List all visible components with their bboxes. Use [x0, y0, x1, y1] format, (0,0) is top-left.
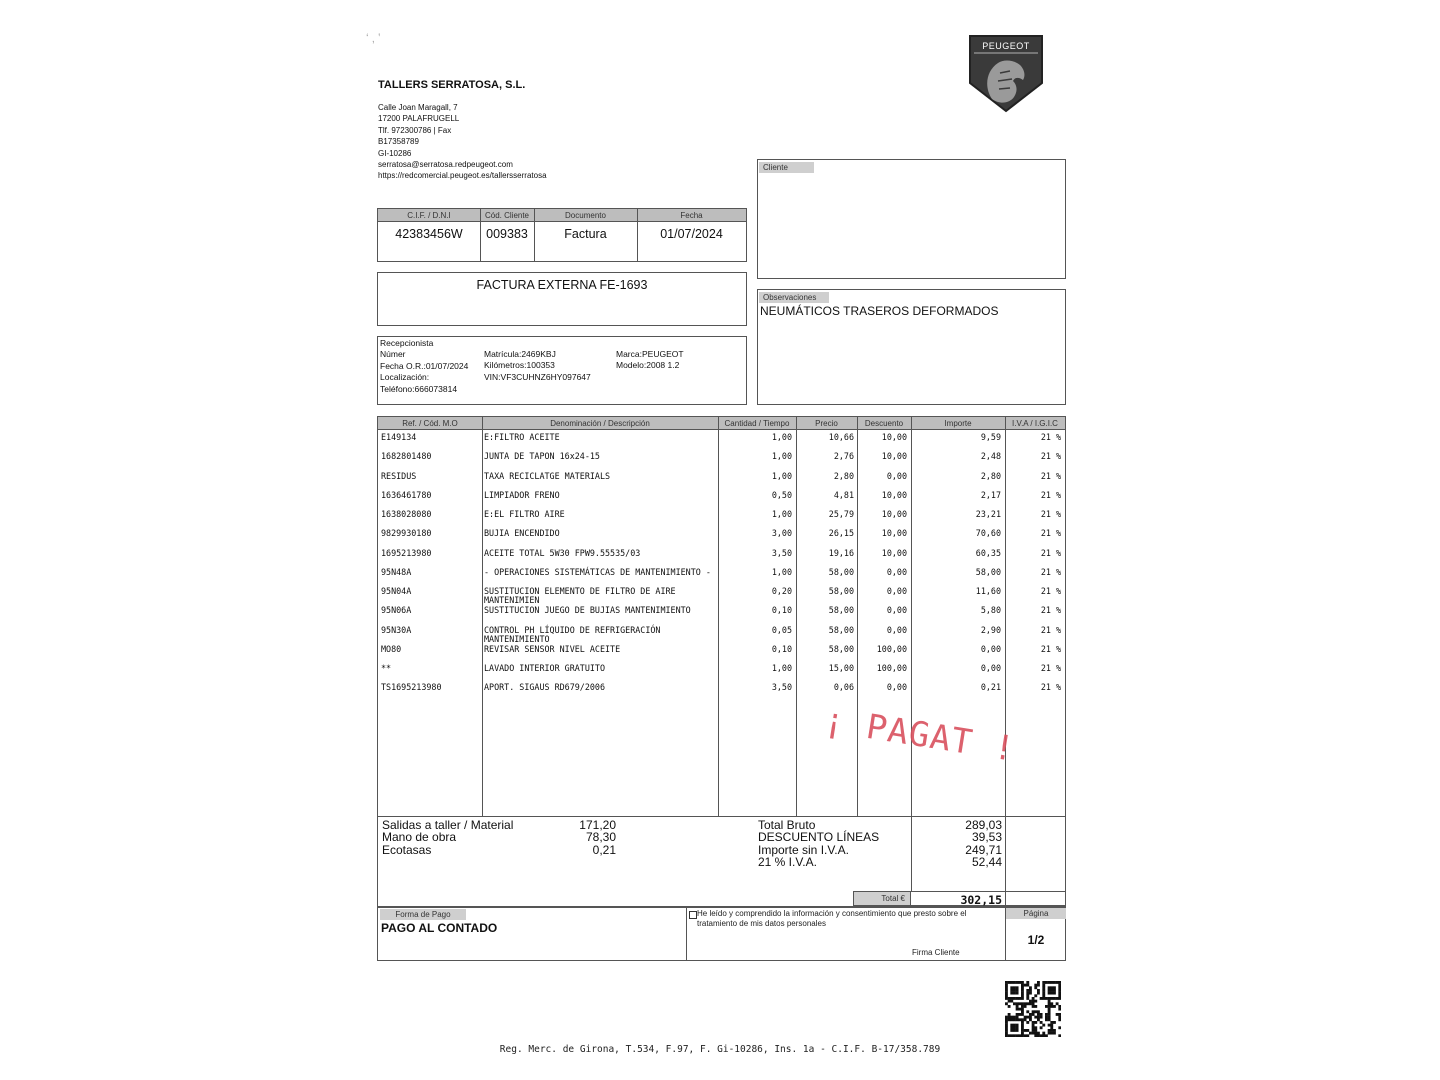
- summary-label: Salidas a taller / Material: [382, 818, 514, 832]
- address-line: GI-10286: [378, 148, 412, 158]
- cell-ref: **: [381, 663, 392, 673]
- cell-ref: E149134: [381, 432, 417, 442]
- peugeot-logo: [966, 33, 1046, 113]
- cell-vat: 21 %: [1040, 432, 1061, 442]
- summary-label: Total Bruto: [758, 818, 816, 832]
- cell-amount: 11,60: [975, 586, 1001, 596]
- cell-amount: 60,35: [975, 547, 1001, 558]
- summary-value: 249,71: [965, 842, 1002, 857]
- cell-price: 19,16: [828, 547, 854, 558]
- logo-text: PEUGEOT: [982, 41, 1030, 51]
- table-row: [378, 625, 1066, 644]
- cell-description-continued: MANTENIMIEN: [484, 595, 540, 605]
- cell-description: CONTROL PH LÍQUIDO DE REFRIGERACIÓN: [484, 624, 661, 635]
- table-row: [378, 451, 1066, 470]
- vehicle-field: Marca:PEUGEOT: [616, 349, 684, 359]
- cell-discount: 100,00: [876, 663, 907, 673]
- cell-ref: 9829930180: [381, 528, 432, 539]
- col-header-ref: Ref. / Cód. M.O: [402, 419, 458, 428]
- company-address: [378, 102, 547, 182]
- summary-label: Importe sin I.V.A.: [758, 842, 849, 857]
- cell-ref: TS1695213980: [381, 682, 442, 693]
- vehicle-field: Númer: [380, 349, 406, 360]
- summary-value: 39,53: [971, 830, 1002, 845]
- cell-ref: 95N48A: [381, 566, 412, 577]
- summary-value: 52,44: [971, 855, 1002, 870]
- cell-description: LIMPIADOR FRENO: [484, 489, 560, 500]
- cell-amount: 2,48: [980, 451, 1001, 462]
- total-value-cell: [911, 891, 1065, 906]
- cell-quantity: 0,20: [771, 586, 792, 596]
- cell-price: 0,06: [833, 682, 854, 693]
- cell-discount: 0,00: [886, 624, 907, 635]
- cell-price: 10,66: [828, 432, 854, 442]
- cell-quantity: 1,00: [771, 451, 792, 462]
- cell-description: E:FILTRO ACEITE: [484, 432, 560, 442]
- cell-description: JUNTA DE TAPON 16x24-15: [484, 451, 600, 462]
- total-label-cell: [853, 891, 911, 906]
- table-row: [378, 548, 1066, 567]
- cell-amount: 0,00: [980, 663, 1001, 673]
- cell-description-continued: MANTENIMIENTO: [484, 633, 550, 644]
- client-label: Cliente: [759, 162, 814, 173]
- col-header-amount: Importe: [944, 419, 972, 428]
- summary-left-values: [558, 819, 616, 856]
- vehicle-field: Recepcionista: [380, 338, 434, 348]
- table-row: [378, 644, 1066, 663]
- cell-description: TAXA RECICLATGE MATERIALS: [484, 470, 611, 481]
- cell-discount: 10,00: [881, 547, 907, 558]
- vehicle-col-3: [616, 349, 684, 372]
- col-header-discount: Descuento: [864, 419, 904, 428]
- cell-amount: 2,80: [980, 470, 1001, 481]
- cell-ref: MO80: [381, 643, 402, 654]
- summary-value: 0,21: [592, 842, 616, 857]
- cell-description: - OPERACIONES SISTEMÁTICAS DE MANTENIMIENTO -: [484, 566, 711, 577]
- address-line: 17200 PALAFRUGELL: [378, 114, 460, 124]
- cell-quantity: 0,05: [771, 624, 792, 635]
- lines-body: [378, 431, 1066, 721]
- cell-vat: 21 %: [1040, 528, 1061, 539]
- meta-header-date: Fecha: [680, 211, 703, 220]
- cell-description: SUSTITUCION ELEMENTO DE FILTRO DE AIRE: [484, 586, 676, 596]
- total-value: 302,15: [960, 893, 1002, 907]
- cell-quantity: 0,10: [771, 643, 792, 654]
- cell-discount: 0,00: [886, 605, 907, 616]
- cell-quantity: 1,00: [771, 663, 792, 673]
- qr-code: [1005, 981, 1061, 1037]
- cell-vat: 21 %: [1040, 586, 1061, 596]
- cell-description: REVISAR SENSOR NIVEL ACEITE: [484, 643, 621, 654]
- table-row: [378, 509, 1066, 528]
- table-row: [378, 663, 1066, 682]
- cell-quantity: 3,50: [771, 547, 792, 558]
- cell-discount: 0,00: [886, 566, 907, 577]
- cell-price: 58,00: [828, 605, 854, 616]
- client-box: [757, 159, 1066, 279]
- vehicle-field: Matrícula:2469KBJ: [484, 349, 556, 359]
- cell-amount: 0,00: [980, 643, 1001, 654]
- payment-label: Forma de Pago: [380, 909, 466, 920]
- cell-vat: 21 %: [1040, 663, 1061, 673]
- cell-discount: 10,00: [881, 451, 907, 462]
- observations-box: [757, 289, 1066, 405]
- cell-quantity: 3,50: [771, 682, 792, 693]
- cell-vat: 21 %: [1040, 682, 1061, 693]
- invoice-title-box: [377, 272, 747, 326]
- payment-value: PAGO AL CONTADO: [381, 921, 498, 935]
- cell-quantity: 1,00: [771, 432, 792, 442]
- col-header-quantity: Cantidad / Tiempo: [724, 419, 790, 428]
- cell-amount: 2,90: [980, 624, 1001, 635]
- cell-price: 2,80: [833, 470, 854, 481]
- vehicle-field: Modelo:2008 1.2: [616, 360, 680, 371]
- cell-vat: 21 %: [1040, 566, 1061, 577]
- address-line: serratosa@serratosa.redpeugeot.com: [378, 160, 513, 170]
- cell-discount: 0,00: [886, 586, 907, 596]
- cell-vat: 21 %: [1040, 470, 1061, 481]
- cell-amount: 23,21: [975, 509, 1001, 519]
- cell-ref: 1638028080: [381, 509, 432, 519]
- cell-description: BUJIA ENCENDIDO: [484, 528, 560, 539]
- vehicle-field: Teléfono:666073814: [380, 383, 458, 394]
- cell-vat: 21 %: [1040, 624, 1061, 635]
- table-row: [378, 605, 1066, 624]
- cell-amount: 2,17: [980, 489, 1001, 500]
- cell-quantity: 0,10: [771, 605, 792, 616]
- cell-quantity: 3,00: [771, 528, 792, 539]
- summary-label: DESCUENTO LÍNEAS: [758, 830, 880, 845]
- page-value: 1/2: [1027, 933, 1045, 947]
- vehicle-field: Fecha O.R.:01/07/2024: [380, 360, 469, 371]
- page-label: Página: [1006, 908, 1066, 919]
- cell-price: 25,79: [828, 509, 854, 519]
- cell-amount: 58,00: [975, 566, 1001, 577]
- summary-label: Ecotasas: [382, 842, 432, 857]
- cell-price: 4,81: [833, 489, 854, 500]
- summary-value: 289,03: [965, 818, 1002, 832]
- payment-row: [377, 906, 1066, 961]
- cell-discount: 10,00: [881, 528, 907, 539]
- cell-quantity: 1,00: [771, 566, 792, 577]
- cell-discount: 10,00: [881, 432, 907, 442]
- summary-right-values: [918, 819, 1002, 869]
- col-header-price: Precio: [815, 419, 838, 428]
- cell-ref: 1682801480: [381, 451, 432, 462]
- vehicle-field: Kilómetros:100353: [484, 360, 555, 371]
- cell-description: ACEITE TOTAL 5W30 FPW9.55535/03: [484, 547, 641, 558]
- vehicle-col-2: [484, 349, 591, 383]
- cell-vat: 21 %: [1040, 605, 1061, 616]
- table-row: [378, 682, 1066, 701]
- cell-quantity: 0,50: [771, 489, 792, 500]
- summary-value: 171,20: [579, 818, 616, 832]
- cell-amount: 0,21: [980, 682, 1001, 693]
- cell-description: APORT. SIGAUS RD679/2006: [484, 682, 606, 693]
- cell-ref: 1636461780: [381, 489, 432, 500]
- meta-value-client-code: 009383: [486, 227, 528, 241]
- observations-text: NEUMÁTICOS TRASEROS DEFORMADOS: [760, 304, 999, 318]
- cell-description: LAVADO INTERIOR GRATUITO: [484, 663, 606, 673]
- cell-ref: 95N04A: [381, 586, 412, 596]
- summary-value: 78,30: [585, 830, 616, 845]
- meta-header-cif: C.I.F. / D.N.I: [407, 211, 451, 220]
- address-line: Calle Joan Maragall, 7: [378, 103, 458, 112]
- col-header-description: Denominación / Descripción: [550, 419, 650, 428]
- cell-vat: 21 %: [1040, 451, 1061, 462]
- cell-discount: 0,00: [886, 682, 907, 693]
- paid-stamp: ¡ PAGAT !: [821, 700, 1019, 770]
- cell-ref: 1695213980: [381, 547, 432, 558]
- cell-discount: 10,00: [881, 509, 907, 519]
- table-row: [378, 490, 1066, 509]
- summary-label: 21 % I.V.A.: [758, 855, 817, 870]
- cell-price: 2,76: [833, 451, 854, 462]
- vehicle-col-1: [380, 338, 468, 395]
- address-line: https://redcomercial.peugeot.es/tallersserratosa: [378, 171, 547, 181]
- summary-right-labels: [758, 819, 879, 869]
- table-row: [378, 432, 1066, 451]
- meta-value-date: 01/07/2024: [660, 227, 723, 241]
- meta-value-document: Factura: [564, 227, 607, 241]
- cell-discount: 100,00: [876, 643, 907, 654]
- footer-registration: Reg. Merc. de Girona, T.534, F.97, F. Gi-10286, Ins. 1a - C.I.F. B-17/358.789: [499, 1044, 941, 1055]
- cell-description: E:EL FILTRO AIRE: [484, 509, 565, 519]
- meta-table: [377, 208, 747, 262]
- meta-header-document: Documento: [565, 211, 606, 220]
- table-row: [378, 528, 1066, 547]
- scan-mark: ‘ ‚ ‛: [366, 31, 381, 45]
- cell-price: 58,00: [828, 566, 854, 577]
- consent-checkbox[interactable]: [689, 911, 697, 919]
- total-label: Total €: [881, 894, 905, 903]
- cell-amount: 5,80: [980, 605, 1001, 616]
- table-row: [378, 567, 1066, 586]
- cell-description: SUSTITUCION JUEGO DE BUJIAS MANTENIMIENTO: [484, 605, 691, 616]
- cell-ref: 95N30A: [381, 624, 412, 635]
- meta-header-client-code: Cód. Cliente: [484, 211, 530, 220]
- col-header-vat: I.V.A / I.G.I.C: [1012, 419, 1058, 428]
- table-row: [378, 471, 1066, 490]
- cell-ref: RESIDUS: [381, 470, 417, 481]
- cell-price: 26,15: [828, 528, 854, 539]
- summary-label: Mano de obra: [382, 830, 457, 845]
- signature-label: Firma Cliente: [912, 948, 960, 957]
- cell-vat: 21 %: [1040, 509, 1061, 519]
- consent-text: He leído y comprendido la información y consentimiento que presto sobre el tratamiento de mis datos personales: [697, 909, 967, 928]
- vehicle-field: Localización:: [380, 372, 430, 383]
- address-line: Tlf. 972300786 | Fax: [378, 125, 452, 135]
- lines-table: [377, 416, 1066, 817]
- summary-box: [377, 816, 1066, 908]
- observations-label: Observaciones: [759, 292, 829, 303]
- cell-quantity: 1,00: [771, 509, 792, 519]
- company-name: TALLERS SERRATOSA, S.L.: [378, 79, 526, 91]
- vehicle-info-box: [377, 336, 747, 405]
- cell-amount: 9,59: [980, 432, 1001, 442]
- vehicle-field: VIN:VF3CUHNZ6HY097647: [484, 371, 591, 382]
- invoice-title: FACTURA EXTERNA FE-1693: [476, 278, 648, 292]
- cell-ref: 95N06A: [381, 605, 412, 616]
- cell-price: 15,00: [828, 663, 854, 673]
- cell-vat: 21 %: [1040, 547, 1061, 558]
- cell-vat: 21 %: [1040, 643, 1061, 654]
- address-line: B17358789: [378, 137, 419, 147]
- cell-price: 58,00: [828, 624, 854, 635]
- cell-price: 58,00: [828, 586, 854, 596]
- cell-price: 58,00: [828, 643, 854, 654]
- meta-value-cif: 42383456W: [395, 227, 463, 241]
- cell-quantity: 1,00: [771, 470, 792, 481]
- summary-left-labels: [382, 819, 513, 856]
- cell-vat: 21 %: [1040, 489, 1061, 500]
- table-row: [378, 586, 1066, 605]
- cell-discount: 0,00: [886, 470, 907, 481]
- cell-discount: 10,00: [881, 489, 907, 500]
- cell-amount: 70,60: [975, 528, 1001, 539]
